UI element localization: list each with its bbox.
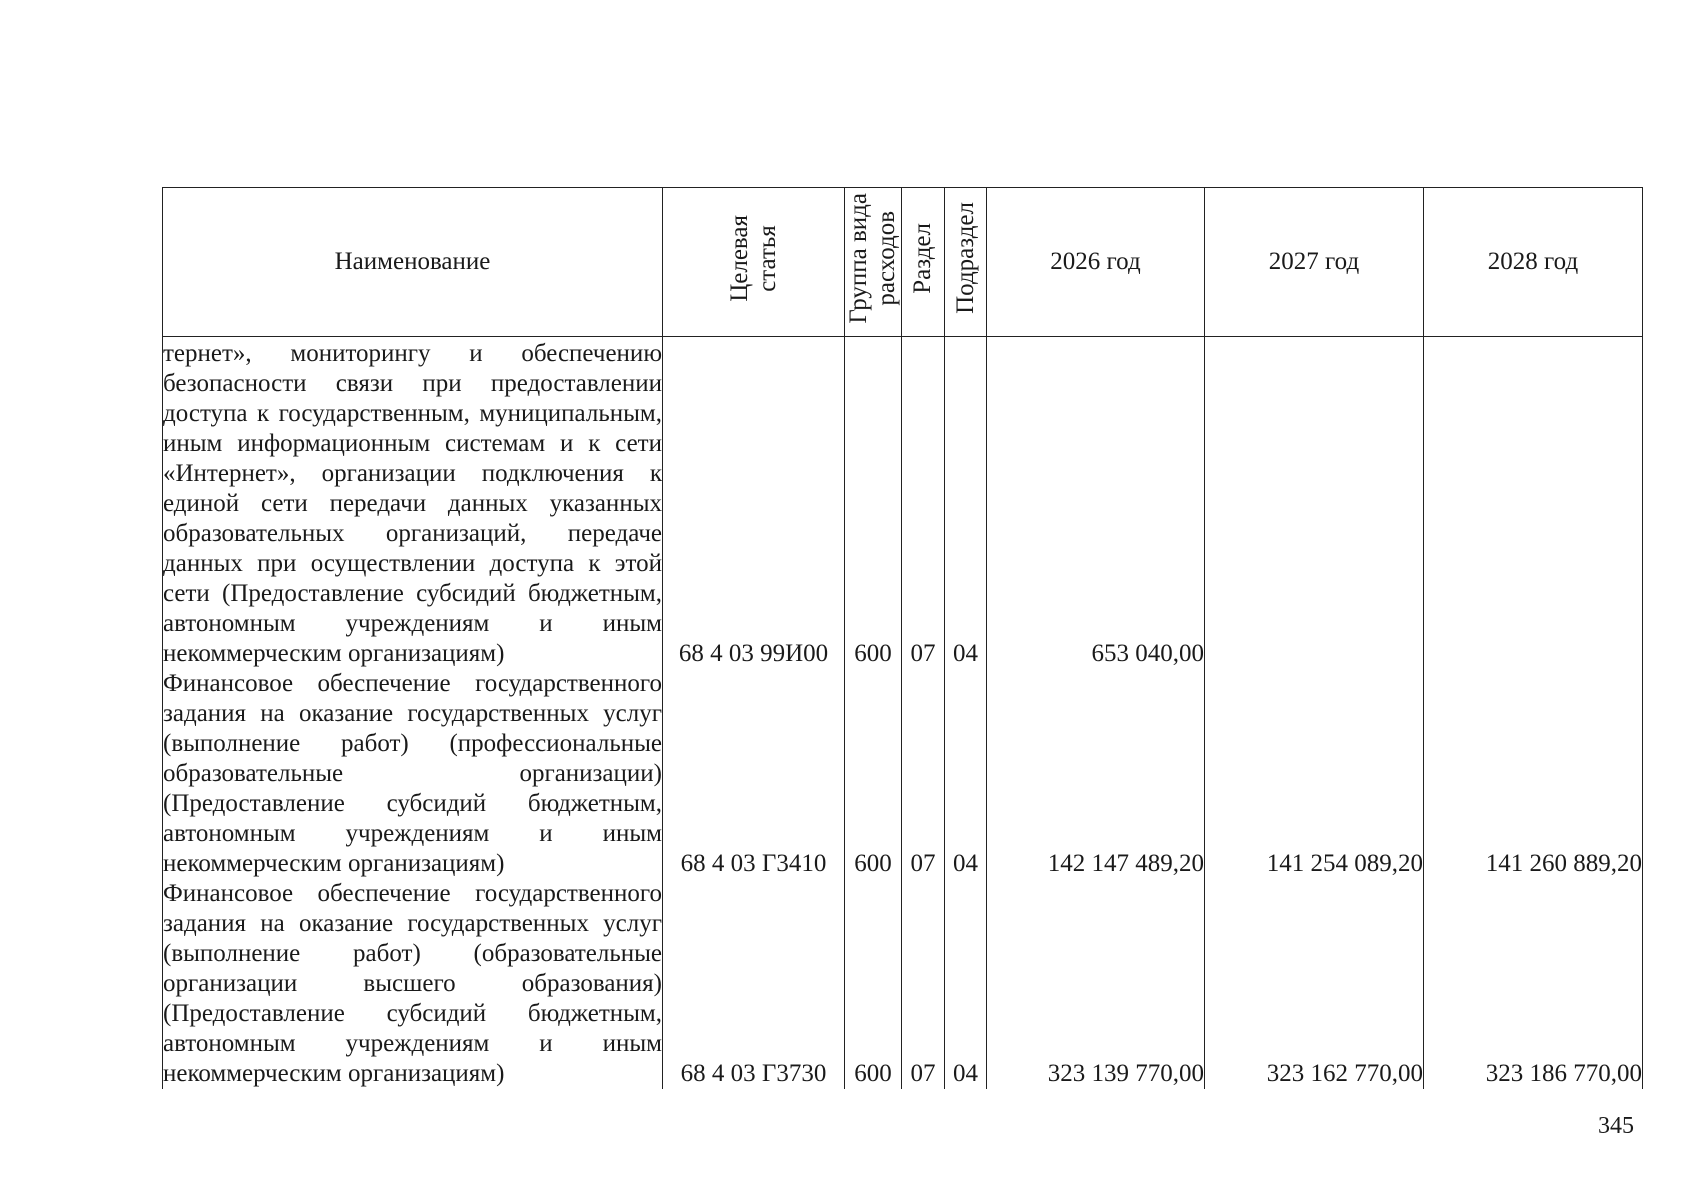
row-amount-2028 bbox=[1424, 337, 1643, 670]
row-amount-2028: 141 260 889,20 bbox=[1424, 669, 1643, 879]
row-target-article: 68 4 03 Г3410 bbox=[663, 669, 845, 879]
row-target-article: 68 4 03 99И00 bbox=[663, 337, 845, 670]
row-name: тернет», мониторингу и обеспечению безопасности связи при предоставлении доступа к государственным, муниципальным, иным информационным системам и к сети «Интернет», организации подключения к единой сети передачи данных указанных образовательных организаций, передаче данных при осуществлении доступа к этой сети (Предоставление субсидий бюджетным, автономным учреждениям и иным некоммерческим организациям) bbox=[163, 337, 663, 670]
header-name: Наименование bbox=[163, 188, 663, 337]
row-name: Финансовое обеспечение государственного задания на оказание государственных услуг (выполнение работ) (образовательные организации высшего образования) (Предоставление субсидий бюджетным, автономным учреждениям и иным некоммерческим организациям) bbox=[163, 880, 662, 1087]
header-target-article: Целевая статья bbox=[663, 188, 845, 337]
row-name: Финансовое обеспечение государственного задания на оказание государственных услуг (выполнение работ) (профессиональные образовательные организации) (Предоставление субсидий бюджетным, автономным учреждениям и иным некоммерческим организациям) bbox=[163, 670, 662, 877]
row-subsection: 04 bbox=[945, 337, 987, 670]
row-amount-2027: 141 254 089,20 bbox=[1205, 669, 1424, 879]
header-expense-group: Группа вида расходов bbox=[845, 188, 902, 337]
header-subsection: Подраздел bbox=[945, 188, 987, 337]
table-row bbox=[163, 337, 1643, 670]
table-row bbox=[163, 669, 1643, 879]
row-subsection: 04 bbox=[945, 879, 987, 1089]
row-amount-2026: 142 147 489,20 bbox=[987, 669, 1205, 879]
header-year-2027: 2027 год bbox=[1205, 188, 1424, 337]
row-amount-2026: 323 139 770,00 bbox=[987, 879, 1205, 1089]
row-expense-group: 600 bbox=[845, 669, 902, 879]
page-number: 345 bbox=[1598, 1113, 1634, 1139]
row-section: 07 bbox=[902, 337, 945, 670]
header-section: Раздел bbox=[902, 188, 945, 337]
row-expense-group: 600 bbox=[845, 337, 902, 670]
row-target-article: 68 4 03 Г3730 bbox=[663, 879, 845, 1089]
row-amount-2026: 653 040,00 bbox=[987, 337, 1205, 670]
row-amount-2028: 323 186 770,00 bbox=[1424, 879, 1643, 1089]
row-section: 07 bbox=[902, 879, 945, 1089]
budget-table bbox=[162, 187, 1643, 1089]
table-header-row bbox=[163, 188, 1643, 337]
header-year-2028: 2028 год bbox=[1424, 188, 1643, 337]
row-section: 07 bbox=[902, 669, 945, 879]
row-amount-2027: 323 162 770,00 bbox=[1205, 879, 1424, 1089]
row-amount-2027 bbox=[1205, 337, 1424, 670]
budget-table-container bbox=[162, 187, 1642, 1089]
table-row bbox=[163, 879, 1643, 1089]
row-subsection: 04 bbox=[945, 669, 987, 879]
header-year-2026: 2026 год bbox=[987, 188, 1205, 337]
row-expense-group: 600 bbox=[845, 879, 902, 1089]
